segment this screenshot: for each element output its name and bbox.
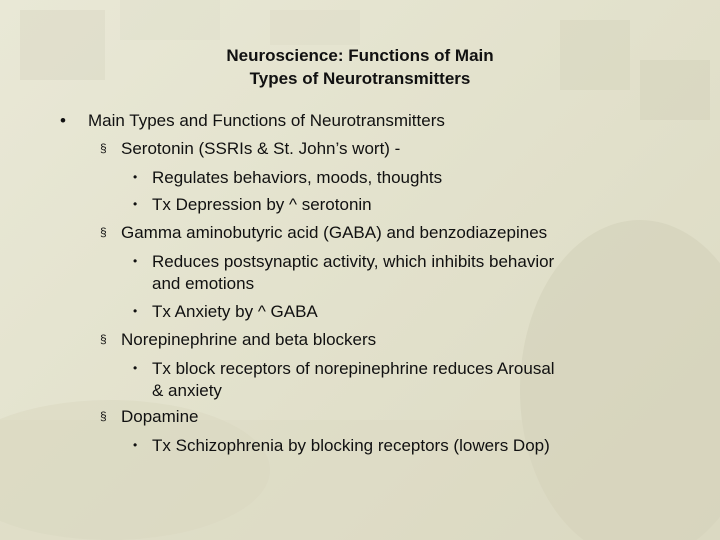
square-bullet-icon: § [100, 141, 107, 155]
square-bullet-icon: § [100, 332, 107, 346]
slide-title [110, 44, 610, 90]
slide-title-line-1: Neuroscience: Functions of Main [226, 46, 494, 65]
slide: Neuroscience: Functions of Main Types of Neurotransmitters • Main Types and Functions of Neurotransmitters § Serotonin (SSRIs & St. John’s wort) - • Regulates behaviors, moods, thoughts • Tx Depression by ^ serotonin § Gamma aminobutyric acid (GABA) and benzodiazepines • Reduces postsynaptic activity, which inhibits behavior and emotions • Tx Anxiety by ^ GABA § Norepinephrine and beta blockers • Tx block receptors of norepinephrine reduces Arousal & anxiety § Dopamine • Tx Schizophrenia by blocking receptors (lowers Dop) [0, 0, 720, 540]
small-dot-icon: • [133, 361, 138, 375]
small-dot-icon: • [133, 438, 138, 452]
square-bullet-icon: § [100, 225, 107, 239]
small-dot-icon: • [133, 170, 138, 184]
small-dot-icon: • [133, 197, 138, 211]
square-bullet-icon: § [100, 409, 107, 423]
slide-title-line-2: Types of Neurotransmitters [249, 69, 471, 88]
small-dot-icon: • [133, 304, 138, 318]
round-bullet-icon: • [60, 111, 66, 130]
small-dot-icon: • [133, 254, 138, 268]
